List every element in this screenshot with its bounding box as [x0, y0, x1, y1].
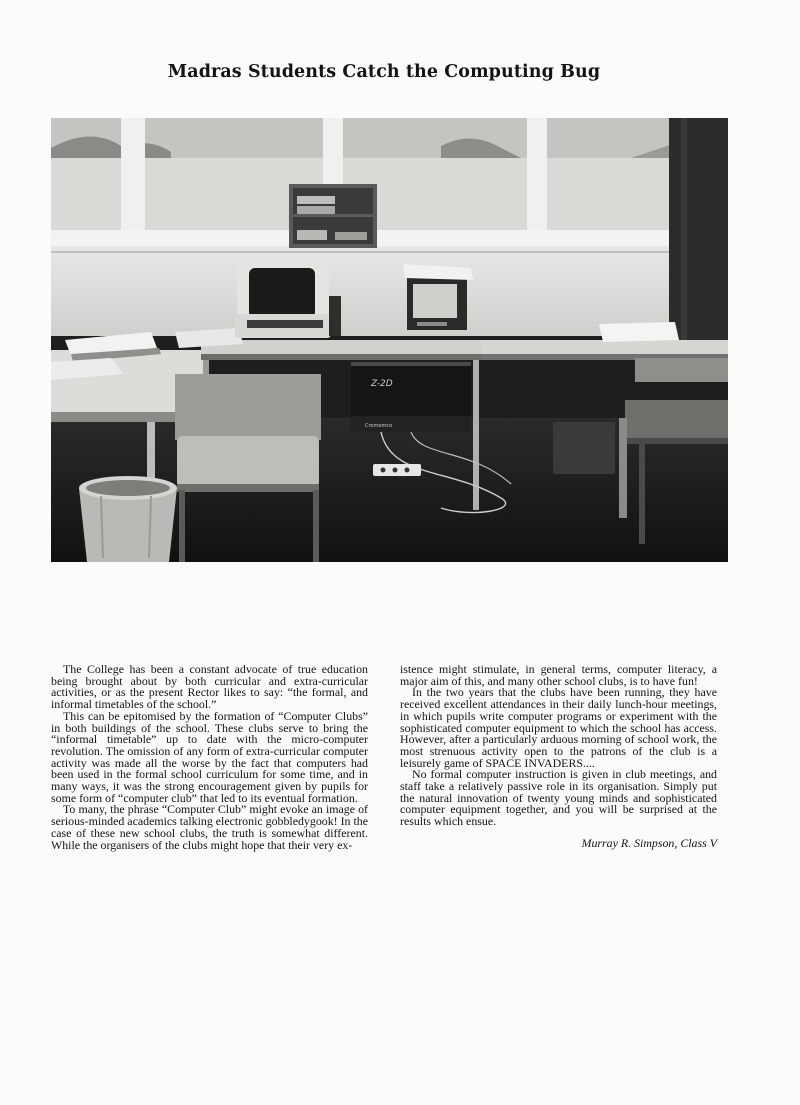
box-label: Z-2D — [371, 379, 393, 389]
paragraph-continuation: istence might stimulate, in general terms, computer literacy, a major aim of this, and many other school clubs, is to have fun! — [400, 662, 717, 688]
computer-room-photo — [51, 118, 728, 562]
paragraph: In the two years that the clubs have been running, they have received excellent attendances in their daily lunch-hour meetings, in which pupils write computer programs or experiment with the sophisticated computer equipment to which the school has access. However, after a particularly arduous morning of school work, the most strenuous activity open to the patrons of the club is a leisurely game of SPACE INVADERS.... — [400, 685, 717, 770]
paragraph: No formal computer instruction is given in club meetings, and staff take a relatively passive role in its organisation. Simply put the natural innovation of twenty young minds and sophisticated computer equipment together, and you will be surprised at the results which ensue. — [400, 767, 717, 829]
paragraph: The College has been a constant advocate of true education being brought about by both curricular and extra-curricular activities, or as the present Rector likes to say: “the formal, and informal timetables of the school.” — [51, 662, 368, 712]
paragraph: To many, the phrase “Computer Club” might evoke an image of serious-minded academics talking electronic gobbledygook! In the case of these new school clubs, the truth is somewhat different. While the organisers of the clubs might hope that their very ex- — [51, 802, 368, 852]
article-right-column — [400, 664, 717, 850]
paragraph: This can be epitomised by the formation of “Computer Clubs” in both buildings of the school. These clubs serve to bring the “informal timetable” up to date with the micro-computer revolution. The omission of any form of extra-curricular computer activity was made all the worse by the fact that computers had been used in the formal school curriculum for some time, and in many ways, it was the strong encouragement given by pupils for some form of “computer club” that led to its eventual formation. — [51, 708, 368, 805]
author-byline: Murray R. Simpson, Class V — [581, 835, 717, 850]
article-left-column — [51, 664, 368, 851]
article-title: Madras Students Catch the Computing Bug — [167, 62, 601, 82]
box-sub-label: Cromemco — [365, 423, 393, 429]
